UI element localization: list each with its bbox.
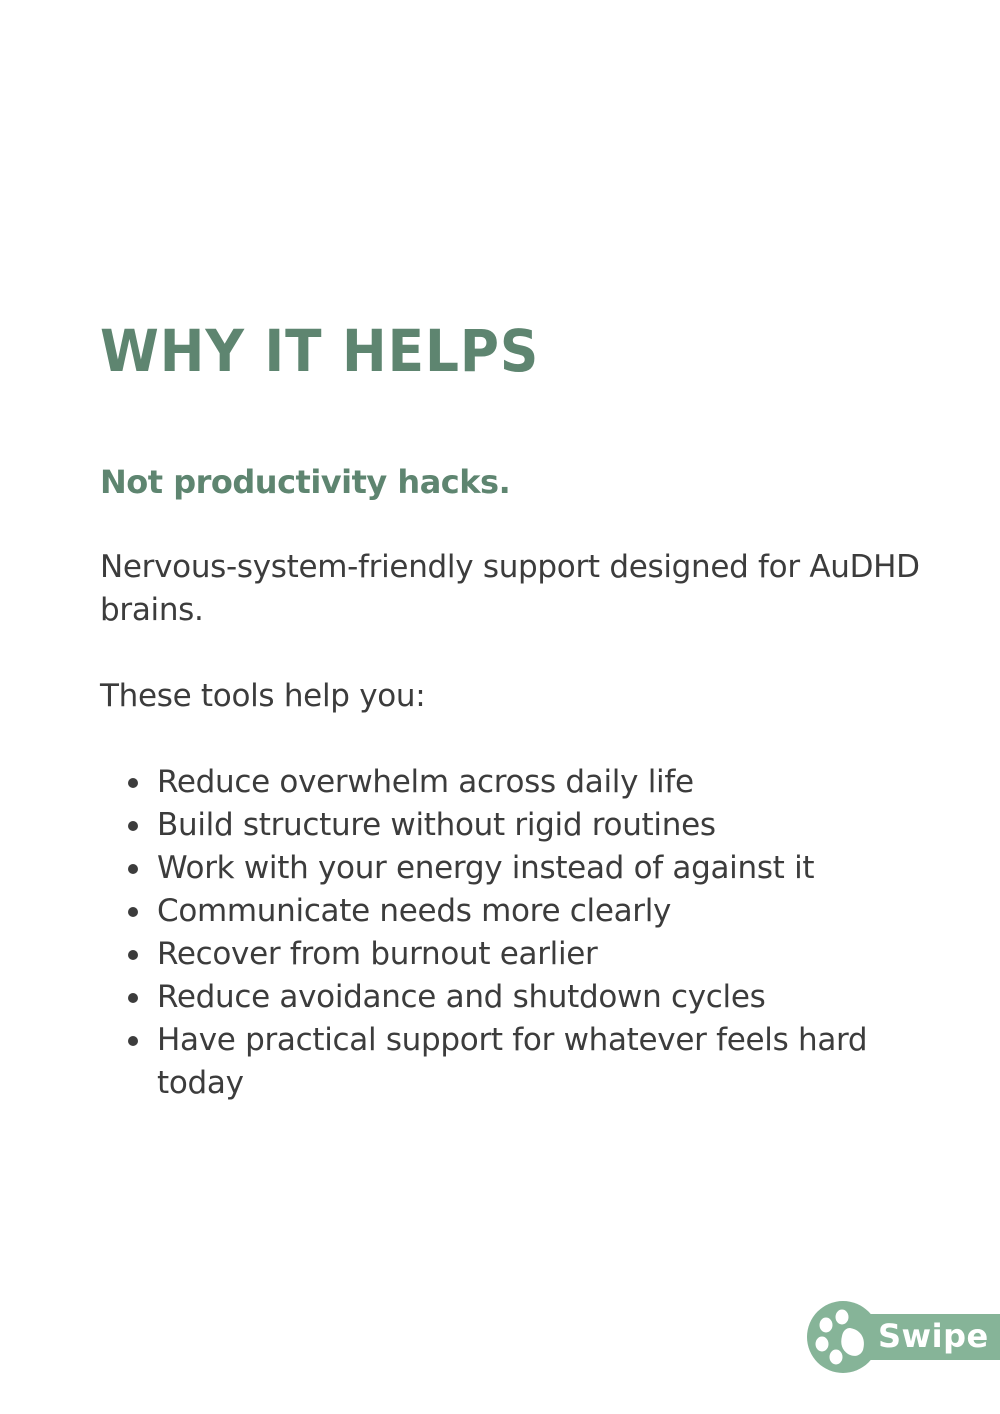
bullet-icon <box>128 778 138 788</box>
bullet-icon <box>128 993 138 1003</box>
intro-paragraph: Nervous-system-friendly support designed for AuDHD brains. <box>100 549 920 628</box>
list-item-text: Reduce overwhelm across daily life <box>157 764 694 800</box>
list-item <box>157 804 917 847</box>
list-item <box>157 761 917 804</box>
list-item <box>157 847 917 890</box>
benefit-list <box>157 761 917 1105</box>
lead-paragraph: These tools help you: <box>100 678 426 714</box>
page-title: WHY IT HELPS <box>100 317 540 385</box>
bullet-icon <box>128 821 138 831</box>
list-item-text: Communicate needs more clearly <box>157 893 672 929</box>
subtitle: Not productivity hacks. <box>100 463 511 501</box>
swipe-label: Swipe <box>878 1317 989 1355</box>
swipe-button[interactable] <box>806 1300 1000 1372</box>
paw-icon <box>806 1300 880 1374</box>
list-item-text: Recover from burnout earlier <box>157 936 598 972</box>
list-item-text: Build structure without rigid routines <box>157 807 716 843</box>
list-item <box>157 890 917 933</box>
bullet-icon <box>128 864 138 874</box>
bullet-icon <box>128 1036 138 1046</box>
list-item-text: Work with your energy instead of against it <box>157 850 815 886</box>
list-item-text: Have practical support for whatever feels hard today <box>157 1022 868 1101</box>
bullet-icon <box>128 907 138 917</box>
list-item-text: Reduce avoidance and shutdown cycles <box>157 979 766 1015</box>
list-item <box>157 1019 917 1105</box>
list-item <box>157 933 917 976</box>
bullet-icon <box>128 950 138 960</box>
list-item <box>157 976 917 1019</box>
